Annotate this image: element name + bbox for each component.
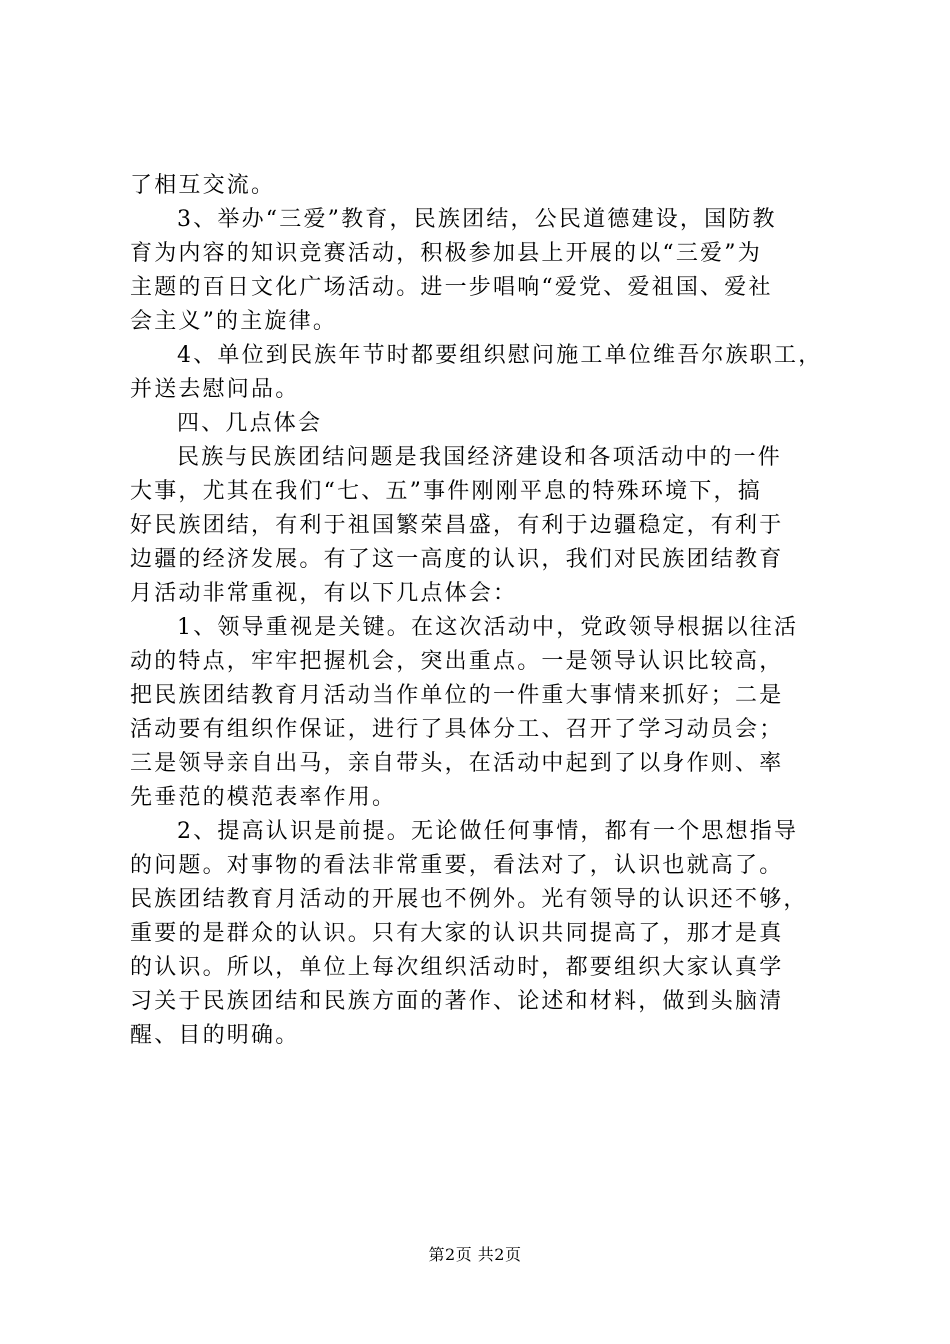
text-line: 4、单位到民族年节时都要组织慰问施工单位维吾尔族职工，	[177, 343, 823, 368]
text-line: 1、领导重视是关键。在这次活动中，党政领导根据以往活	[177, 615, 799, 640]
text-line: 活动要有组织作保证，进行了具体分工、召开了学习动员会；	[130, 717, 784, 742]
text-line: 月活动非常重视，有以下几点体会：	[130, 581, 518, 606]
text-line: 三是领导亲自出马，亲自带头，在活动中起到了以身作则、率	[130, 751, 784, 776]
text-line: 主题的百日文化广场活动。进一步唱响“爱党、爱祖国、爱社	[130, 275, 773, 300]
text-line: 重要的是群众的认识。只有大家的认识共同提高了，那才是真	[130, 921, 784, 946]
text-line: 民族与民族团结问题是我国经济建设和各项活动中的一件	[177, 445, 783, 470]
text-line: 动的特点，牢牢把握机会，突出重点。一是领导认识比较高，	[130, 649, 784, 674]
page-footer: 第2页 共2页	[428, 1245, 522, 1264]
text-line: 醒、目的明确。	[130, 1023, 300, 1048]
text-line: 3、举办“三爱”教育，民族团结，公民道德建设，国防教	[177, 207, 777, 232]
text-line: 会主义”的主旋律。	[130, 309, 338, 334]
text-line: 先垂范的模范表率作用。	[130, 785, 397, 810]
text-line: 了相互交流。	[130, 173, 276, 198]
text-line: 民族团结教育月活动的开展也不例外。光有领导的认识还不够，	[130, 887, 808, 912]
text-line: 习关于民族团结和民族方面的著作、论述和材料，做到头脑清	[130, 989, 784, 1014]
text-line: 的认识。所以，单位上每次组织活动时，都要组织大家认真学	[130, 955, 784, 980]
text-line: 大事，尤其在我们“七、五”事件刚刚平息的特殊环境下，搞	[130, 479, 762, 504]
text-line: 四、几点体会	[177, 411, 323, 436]
text-line: 的问题。对事物的看法非常重要，看法对了，认识也就高了。	[130, 853, 784, 878]
text-line: 好民族团结，有利于祖国繁荣昌盛，有利于边疆稳定，有利于	[130, 513, 784, 538]
document-body	[130, 169, 840, 1053]
text-line: 2、提高认识是前提。无论做任何事情，都有一个思想指导	[177, 819, 799, 844]
text-line: 并送去慰问品。	[130, 377, 300, 402]
text-line: 育为内容的知识竞赛活动，积极参加县上开展的以“三爱”为	[130, 241, 762, 266]
text-line: 把民族团结教育月活动当作单位的一件重大事情来抓好；二是	[130, 683, 784, 708]
text-line: 边疆的经济发展。有了这一高度的认识，我们对民族团结教育	[130, 547, 784, 572]
